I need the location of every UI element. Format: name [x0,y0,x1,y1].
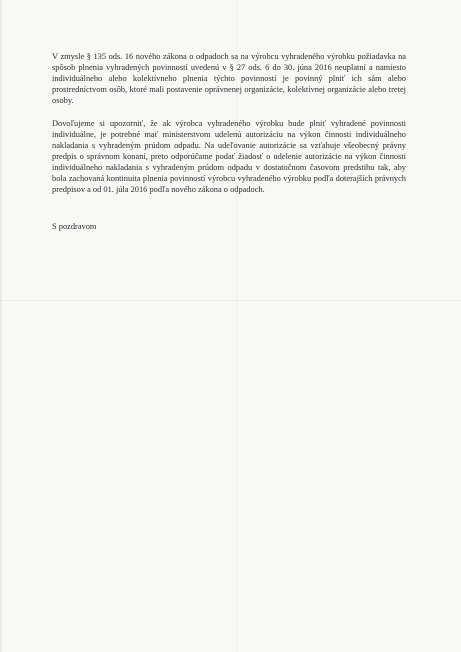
letter-closing: S pozdravom [52,222,97,231]
horizontal-fold-line [0,300,461,301]
letter-paragraph-2: Dovoľujeme si upozorniť, že ak výrobca vyhradeného výrobku bude plniť vyhradené povinnosti individuálne, je potrebné mať ministerstvom udelenú autorizáciu na výkon činnosti individuálneho nakladania s vyhradeným prúdom odpadu. Na udeľovanie autorizácie sa vzťahuje všeobecný právny predpis o správnom konaní, preto odporúčame podať žiadosť o udelenie autorizácie na výkon činnosti individuálneho nakladania s vyhradeným prúdom odpadu v dostatočnom časovom predstihu tak, aby bola zachovaná kontinuita plnenia povinností výrobcu vyhradeného výrobku podľa doterajších právnych predpisov a od 01. júla 2016 podľa nového zákona o odpadoch. [52,119,406,194]
scan-edge [0,0,2,652]
letter-paragraph-1: V zmysle § 135 ods. 16 nového zákona o odpadoch sa na výrobcu vyhradeného výrobku požiadavka na spôsob plnenia vyhradených povinností uvedenú v § 27 ods. 6 do 30. júna 2016 neuplatní a namiesto individuálneho alebo kolektívneho plnenia týchto povinností je povinný plniť ich sám alebo prostredníctvom osôb, ktoré mali postavenie oprávnenej organizácie, kolektívnej organizácie alebo tretej osoby. [52,52,406,105]
